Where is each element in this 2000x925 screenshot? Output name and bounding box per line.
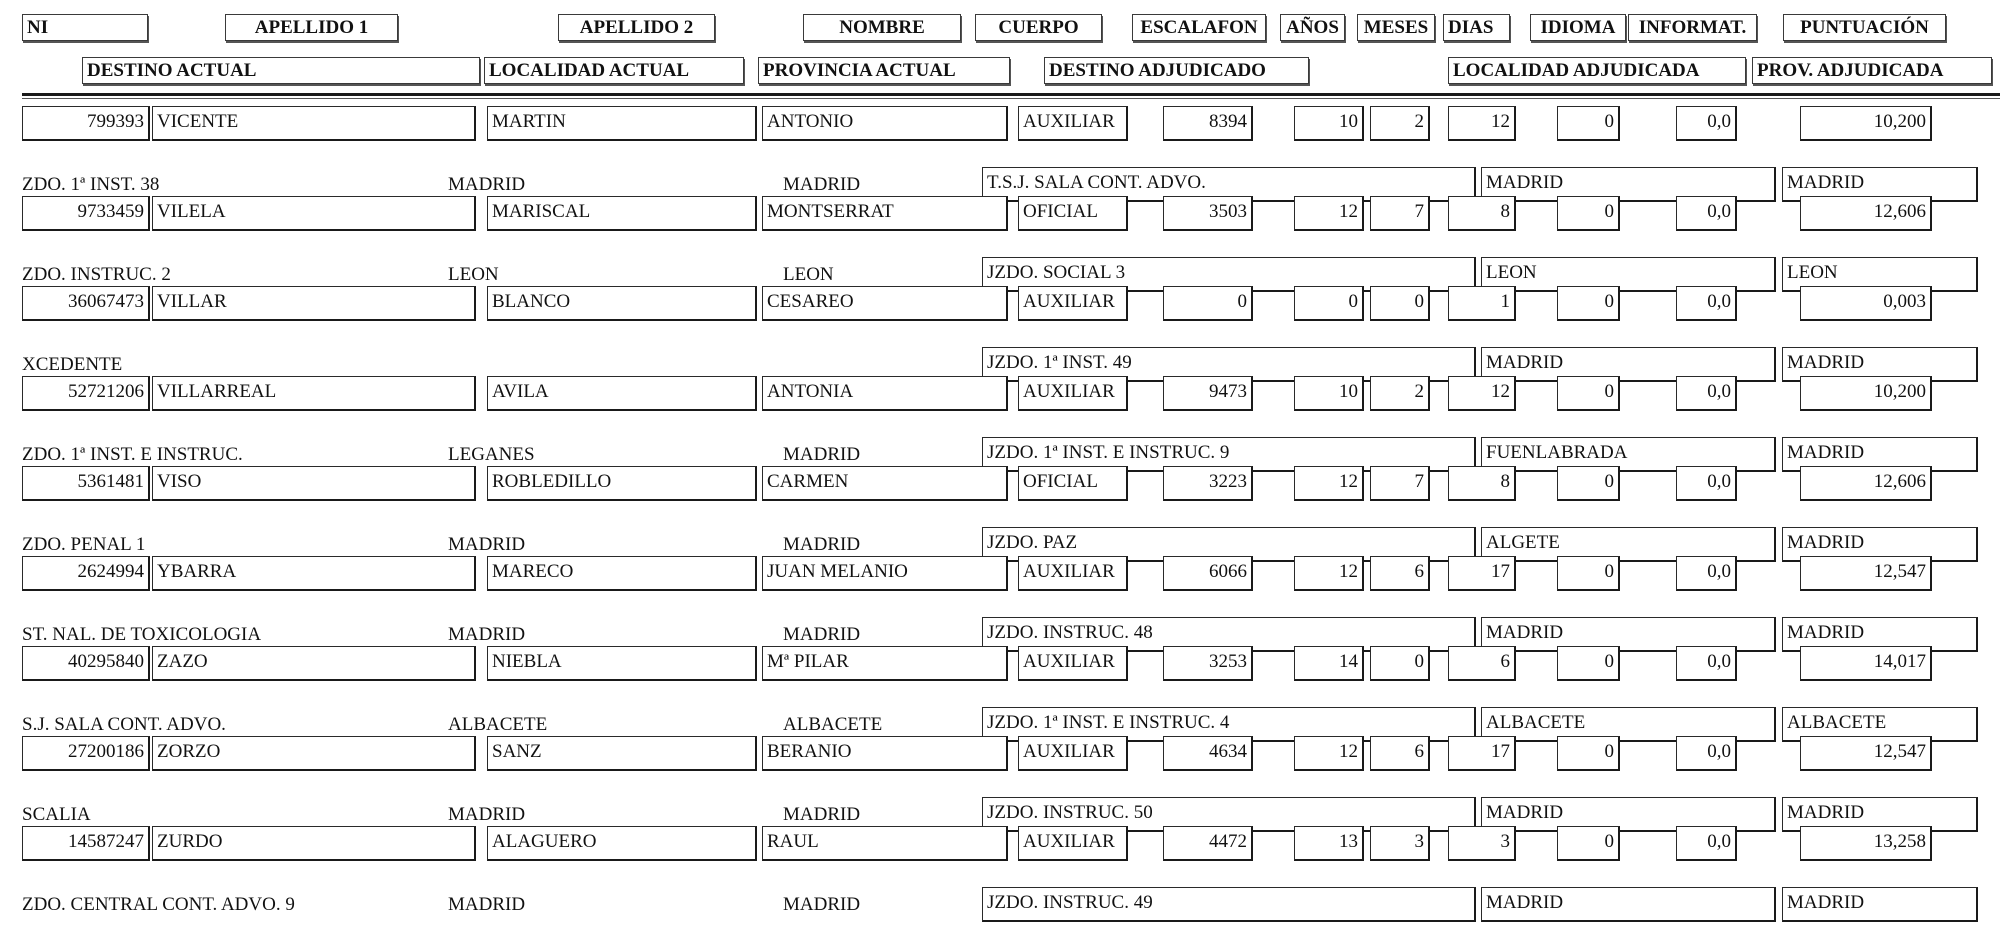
header-dias: DIAS bbox=[1443, 14, 1510, 41]
dni-cell: 40295840 bbox=[22, 646, 150, 681]
puntuacion-cell: 13,258 bbox=[1800, 826, 1932, 861]
anos-cell: 12 bbox=[1294, 556, 1364, 591]
header-prov-adjudicada: PROV. ADJUDICADA bbox=[1752, 57, 1992, 84]
header-destino-adjudicado: DESTINO ADJUDICADO bbox=[1044, 57, 1309, 84]
apellido-1-cell: VILLARREAL bbox=[152, 376, 476, 411]
cuerpo-cell: OFICIAL bbox=[1018, 196, 1128, 231]
puntuacion-cell: 12,547 bbox=[1800, 556, 1932, 591]
destino-adjudicado-cell: JZDO. INSTRUC. 48 bbox=[982, 617, 1476, 652]
localidad-actual-text: ALBACETE bbox=[448, 714, 548, 735]
nombre-cell: MONTSERRAT bbox=[762, 196, 1008, 231]
meses-cell: 2 bbox=[1370, 106, 1430, 141]
idioma-cell: 0 bbox=[1557, 286, 1620, 321]
idioma-cell: 0 bbox=[1557, 376, 1620, 411]
header-escalafon: ESCALAFON bbox=[1132, 14, 1266, 41]
provincia-actual-text: ALBACETE bbox=[783, 714, 883, 735]
informat-cell: 0,0 bbox=[1676, 646, 1737, 681]
header-nombre: NOMBRE bbox=[803, 14, 961, 41]
nombre-cell: CESAREO bbox=[762, 286, 1008, 321]
escalafon-cell: 9473 bbox=[1163, 376, 1253, 411]
localidad-actual-text: MADRID bbox=[448, 174, 526, 195]
table-row bbox=[0, 736, 2000, 826]
cuerpo-cell: AUXILIAR bbox=[1018, 826, 1128, 861]
dias-cell: 1 bbox=[1448, 286, 1516, 321]
destino-actual-text: S.J. SALA CONT. ADVO. bbox=[22, 714, 226, 735]
meses-cell: 2 bbox=[1370, 376, 1430, 411]
apellido-1-cell: VISO bbox=[152, 466, 476, 501]
prov-adjudicada-cell: MADRID bbox=[1782, 437, 1978, 472]
idioma-cell: 0 bbox=[1557, 826, 1620, 861]
destino-adjudicado-cell: JZDO. INSTRUC. 49 bbox=[982, 887, 1476, 922]
puntuacion-cell: 12,547 bbox=[1800, 736, 1932, 771]
prov-adjudicada-cell: ALBACETE bbox=[1782, 707, 1978, 742]
nombre-cell: Mª PILAR bbox=[762, 646, 1008, 681]
dias-cell: 17 bbox=[1448, 736, 1516, 771]
localidad-adjudicada-cell: ALGETE bbox=[1481, 527, 1776, 562]
dias-cell: 17 bbox=[1448, 556, 1516, 591]
localidad-adjudicada-cell: LEON bbox=[1481, 257, 1776, 292]
apellido-1-cell: VILELA bbox=[152, 196, 476, 231]
provincia-actual-text: MADRID bbox=[783, 624, 861, 645]
informat-cell: 0,0 bbox=[1676, 556, 1737, 591]
provincia-actual-text: MADRID bbox=[783, 174, 861, 195]
localidad-adjudicada-cell: ALBACETE bbox=[1481, 707, 1776, 742]
destino-actual-text: ZDO. 1ª INST. 38 bbox=[22, 174, 160, 195]
anos-cell: 13 bbox=[1294, 826, 1364, 861]
dias-cell: 3 bbox=[1448, 826, 1516, 861]
header-apellido-2: APELLIDO 2 bbox=[558, 14, 715, 41]
meses-cell: 6 bbox=[1370, 556, 1430, 591]
meses-cell: 6 bbox=[1370, 736, 1430, 771]
idioma-cell: 0 bbox=[1557, 106, 1620, 141]
header-rule-thin bbox=[22, 98, 2000, 99]
header-dni: NI bbox=[22, 14, 148, 41]
dni-cell: 799393 bbox=[22, 106, 150, 141]
localidad-actual-text: MADRID bbox=[448, 624, 526, 645]
table-row bbox=[0, 826, 2000, 916]
anos-cell: 10 bbox=[1294, 376, 1364, 411]
header-apellido-1: APELLIDO 1 bbox=[225, 14, 398, 41]
localidad-actual-text: LEON bbox=[448, 264, 499, 285]
apellido-2-cell: MARECO bbox=[487, 556, 757, 591]
table-row bbox=[0, 646, 2000, 736]
informat-cell: 0,0 bbox=[1676, 376, 1737, 411]
provincia-actual-text: MADRID bbox=[783, 534, 861, 555]
informat-cell: 0,0 bbox=[1676, 286, 1737, 321]
table-row bbox=[0, 376, 2000, 466]
nombre-cell: RAUL bbox=[762, 826, 1008, 861]
meses-cell: 7 bbox=[1370, 196, 1430, 231]
header-anos: AÑOS bbox=[1280, 14, 1345, 41]
dias-cell: 8 bbox=[1448, 466, 1516, 501]
escalafon-cell: 4472 bbox=[1163, 826, 1253, 861]
table-row bbox=[0, 106, 2000, 196]
idioma-cell: 0 bbox=[1557, 646, 1620, 681]
anos-cell: 12 bbox=[1294, 736, 1364, 771]
idioma-cell: 0 bbox=[1557, 736, 1620, 771]
cuerpo-cell: OFICIAL bbox=[1018, 466, 1128, 501]
destino-adjudicado-cell: JZDO. 1ª INST. 49 bbox=[982, 347, 1476, 382]
localidad-actual-text: MADRID bbox=[448, 804, 526, 825]
header-localidad-actual: LOCALIDAD ACTUAL bbox=[484, 57, 744, 84]
table-row bbox=[0, 196, 2000, 286]
dni-cell: 9733459 bbox=[22, 196, 150, 231]
nombre-cell: ANTONIO bbox=[762, 106, 1008, 141]
apellido-2-cell: AVILA bbox=[487, 376, 757, 411]
nombre-cell: BERANIO bbox=[762, 736, 1008, 771]
localidad-adjudicada-cell: MADRID bbox=[1481, 347, 1776, 382]
destino-actual-text: ZDO. CENTRAL CONT. ADVO. 9 bbox=[22, 894, 295, 915]
dni-cell: 36067473 bbox=[22, 286, 150, 321]
escalafon-cell: 3223 bbox=[1163, 466, 1253, 501]
header-informat: INFORMAT. bbox=[1628, 14, 1757, 41]
apellido-2-cell: MARISCAL bbox=[487, 196, 757, 231]
prov-adjudicada-cell: LEON bbox=[1782, 257, 1978, 292]
meses-cell: 3 bbox=[1370, 826, 1430, 861]
escalafon-cell: 3503 bbox=[1163, 196, 1253, 231]
header-idioma: IDIOMA bbox=[1530, 14, 1626, 41]
apellido-1-cell: ZAZO bbox=[152, 646, 476, 681]
prov-adjudicada-cell: MADRID bbox=[1782, 887, 1978, 922]
dias-cell: 8 bbox=[1448, 196, 1516, 231]
escalafon-cell: 8394 bbox=[1163, 106, 1253, 141]
apellido-2-cell: BLANCO bbox=[487, 286, 757, 321]
anos-cell: 12 bbox=[1294, 196, 1364, 231]
anos-cell: 10 bbox=[1294, 106, 1364, 141]
anos-cell: 0 bbox=[1294, 286, 1364, 321]
dni-cell: 5361481 bbox=[22, 466, 150, 501]
puntuacion-cell: 12,606 bbox=[1800, 466, 1932, 501]
cuerpo-cell: AUXILIAR bbox=[1018, 376, 1128, 411]
destino-actual-text: ZDO. 1ª INST. E INSTRUC. bbox=[22, 444, 243, 465]
apellido-1-cell: VICENTE bbox=[152, 106, 476, 141]
prov-adjudicada-cell: MADRID bbox=[1782, 167, 1978, 202]
table-row bbox=[0, 286, 2000, 376]
apellido-2-cell: ALAGUERO bbox=[487, 826, 757, 861]
escalafon-cell: 6066 bbox=[1163, 556, 1253, 591]
localidad-actual-text: MADRID bbox=[448, 534, 526, 555]
header-rule bbox=[22, 93, 2000, 96]
dni-cell: 52721206 bbox=[22, 376, 150, 411]
dni-cell: 2624994 bbox=[22, 556, 150, 591]
header-puntuacion: PUNTUACIÓN bbox=[1783, 14, 1946, 41]
destino-actual-text: SCALIA bbox=[22, 804, 91, 825]
apellido-1-cell: VILLAR bbox=[152, 286, 476, 321]
prov-adjudicada-cell: MADRID bbox=[1782, 797, 1978, 832]
nombre-cell: JUAN MELANIO bbox=[762, 556, 1008, 591]
destino-adjudicado-cell: JZDO. SOCIAL 3 bbox=[982, 257, 1476, 292]
localidad-actual-text: LEGANES bbox=[448, 444, 535, 465]
apellido-2-cell: NIEBLA bbox=[487, 646, 757, 681]
destino-actual-text: ZDO. PENAL 1 bbox=[22, 534, 146, 555]
apellido-2-cell: MARTIN bbox=[487, 106, 757, 141]
prov-adjudicada-cell: MADRID bbox=[1782, 347, 1978, 382]
meses-cell: 7 bbox=[1370, 466, 1430, 501]
localidad-adjudicada-cell: MADRID bbox=[1481, 887, 1776, 922]
meses-cell: 0 bbox=[1370, 286, 1430, 321]
dni-cell: 27200186 bbox=[22, 736, 150, 771]
idioma-cell: 0 bbox=[1557, 466, 1620, 501]
destino-actual-text: XCEDENTE bbox=[22, 354, 123, 375]
apellido-1-cell: ZURDO bbox=[152, 826, 476, 861]
dni-cell: 14587247 bbox=[22, 826, 150, 861]
nombre-cell: ANTONIA bbox=[762, 376, 1008, 411]
localidad-adjudicada-cell: MADRID bbox=[1481, 797, 1776, 832]
informat-cell: 0,0 bbox=[1676, 466, 1737, 501]
escalafon-cell: 3253 bbox=[1163, 646, 1253, 681]
dias-cell: 6 bbox=[1448, 646, 1516, 681]
localidad-adjudicada-cell: MADRID bbox=[1481, 617, 1776, 652]
header-destino-actual: DESTINO ACTUAL bbox=[82, 57, 480, 84]
cuerpo-cell: AUXILIAR bbox=[1018, 106, 1128, 141]
destino-actual-text: ZDO. INSTRUC. 2 bbox=[22, 264, 171, 285]
provincia-actual-text: MADRID bbox=[783, 894, 861, 915]
meses-cell: 0 bbox=[1370, 646, 1430, 681]
prov-adjudicada-cell: MADRID bbox=[1782, 527, 1978, 562]
destino-adjudicado-cell: JZDO. 1ª INST. E INSTRUC. 9 bbox=[982, 437, 1476, 472]
puntuacion-cell: 10,200 bbox=[1800, 106, 1932, 141]
localidad-actual-text: MADRID bbox=[448, 894, 526, 915]
table-row bbox=[0, 556, 2000, 646]
apellido-1-cell: YBARRA bbox=[152, 556, 476, 591]
destino-adjudicado-cell: T.S.J. SALA CONT. ADVO. bbox=[982, 167, 1476, 202]
informat-cell: 0,0 bbox=[1676, 826, 1737, 861]
header-meses: MESES bbox=[1357, 14, 1435, 41]
idioma-cell: 0 bbox=[1557, 556, 1620, 591]
apellido-2-cell: ROBLEDILLO bbox=[487, 466, 757, 501]
header-cuerpo: CUERPO bbox=[975, 14, 1102, 41]
destino-adjudicado-cell: JZDO. INSTRUC. 50 bbox=[982, 797, 1476, 832]
cuerpo-cell: AUXILIAR bbox=[1018, 286, 1128, 321]
puntuacion-cell: 14,017 bbox=[1800, 646, 1932, 681]
apellido-1-cell: ZORZO bbox=[152, 736, 476, 771]
localidad-adjudicada-cell: MADRID bbox=[1481, 167, 1776, 202]
nombre-cell: CARMEN bbox=[762, 466, 1008, 501]
header-localidad-adjudicada: LOCALIDAD ADJUDICADA bbox=[1448, 57, 1746, 84]
informat-cell: 0,0 bbox=[1676, 196, 1737, 231]
provincia-actual-text: MADRID bbox=[783, 444, 861, 465]
header-provincia-actual: PROVINCIA ACTUAL bbox=[758, 57, 1010, 84]
prov-adjudicada-cell: MADRID bbox=[1782, 617, 1978, 652]
destino-adjudicado-cell: JZDO. 1ª INST. E INSTRUC. 4 bbox=[982, 707, 1476, 742]
cuerpo-cell: AUXILIAR bbox=[1018, 556, 1128, 591]
informat-cell: 0,0 bbox=[1676, 736, 1737, 771]
table-row bbox=[0, 466, 2000, 556]
apellido-2-cell: SANZ bbox=[487, 736, 757, 771]
destino-adjudicado-cell: JZDO. PAZ bbox=[982, 527, 1476, 562]
anos-cell: 14 bbox=[1294, 646, 1364, 681]
localidad-adjudicada-cell: FUENLABRADA bbox=[1481, 437, 1776, 472]
cuerpo-cell: AUXILIAR bbox=[1018, 736, 1128, 771]
escalafon-cell: 0 bbox=[1163, 286, 1253, 321]
cuerpo-cell: AUXILIAR bbox=[1018, 646, 1128, 681]
puntuacion-cell: 10,200 bbox=[1800, 376, 1932, 411]
puntuacion-cell: 12,606 bbox=[1800, 196, 1932, 231]
provincia-actual-text: LEON bbox=[783, 264, 834, 285]
idioma-cell: 0 bbox=[1557, 196, 1620, 231]
anos-cell: 12 bbox=[1294, 466, 1364, 501]
puntuacion-cell: 0,003 bbox=[1800, 286, 1932, 321]
dias-cell: 12 bbox=[1448, 106, 1516, 141]
informat-cell: 0,0 bbox=[1676, 106, 1737, 141]
destino-actual-text: ST. NAL. DE TOXICOLOGIA bbox=[22, 624, 262, 645]
escalafon-cell: 4634 bbox=[1163, 736, 1253, 771]
provincia-actual-text: MADRID bbox=[783, 804, 861, 825]
dias-cell: 12 bbox=[1448, 376, 1516, 411]
